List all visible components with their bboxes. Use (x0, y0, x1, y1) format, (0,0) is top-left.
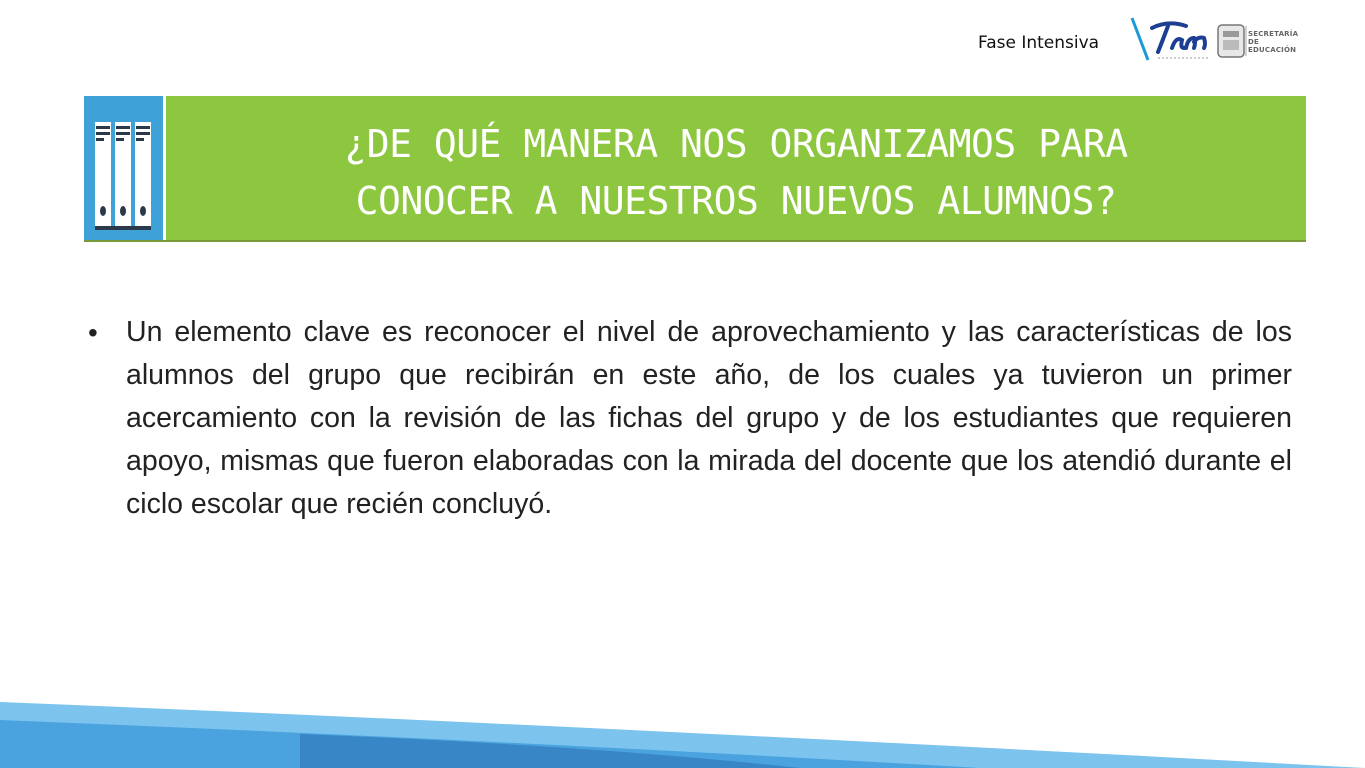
bullet-list (88, 311, 1292, 526)
header-label: Fase Intensiva (978, 33, 1100, 53)
bullet-paragraph: Un elemento clave es reconocer el nivel de aprovechamiento y las características de los alumnos del grupo que recibirán en este año, de los cuales ya tuvieron un primer acercamiento con la revisión de las fichas del grupo y de los estudiantes que requieren apoyo, mismas que fueron elaboradas con la mirada del docente que los atendió durante el ciclo escolar que recién concluyó. (126, 316, 1292, 520)
title-banner (84, 96, 1306, 242)
page-title (166, 116, 1306, 230)
seal-text: SECRETARÍA DE EDUCACIÓN (1248, 30, 1299, 54)
lockers-icon (84, 96, 163, 240)
title-line-1: ¿DE QUÉ MANERA NOS ORGANIZAMOS PARA (344, 122, 1128, 166)
decorative-swoosh (0, 690, 1365, 768)
banner-icon-box (84, 96, 163, 240)
bullet-marker: • (88, 317, 98, 348)
title-line-2: CONOCER A NUESTROS NUEVOS ALUMNOS? (355, 179, 1117, 223)
tam-logo-icon (1128, 14, 1220, 64)
